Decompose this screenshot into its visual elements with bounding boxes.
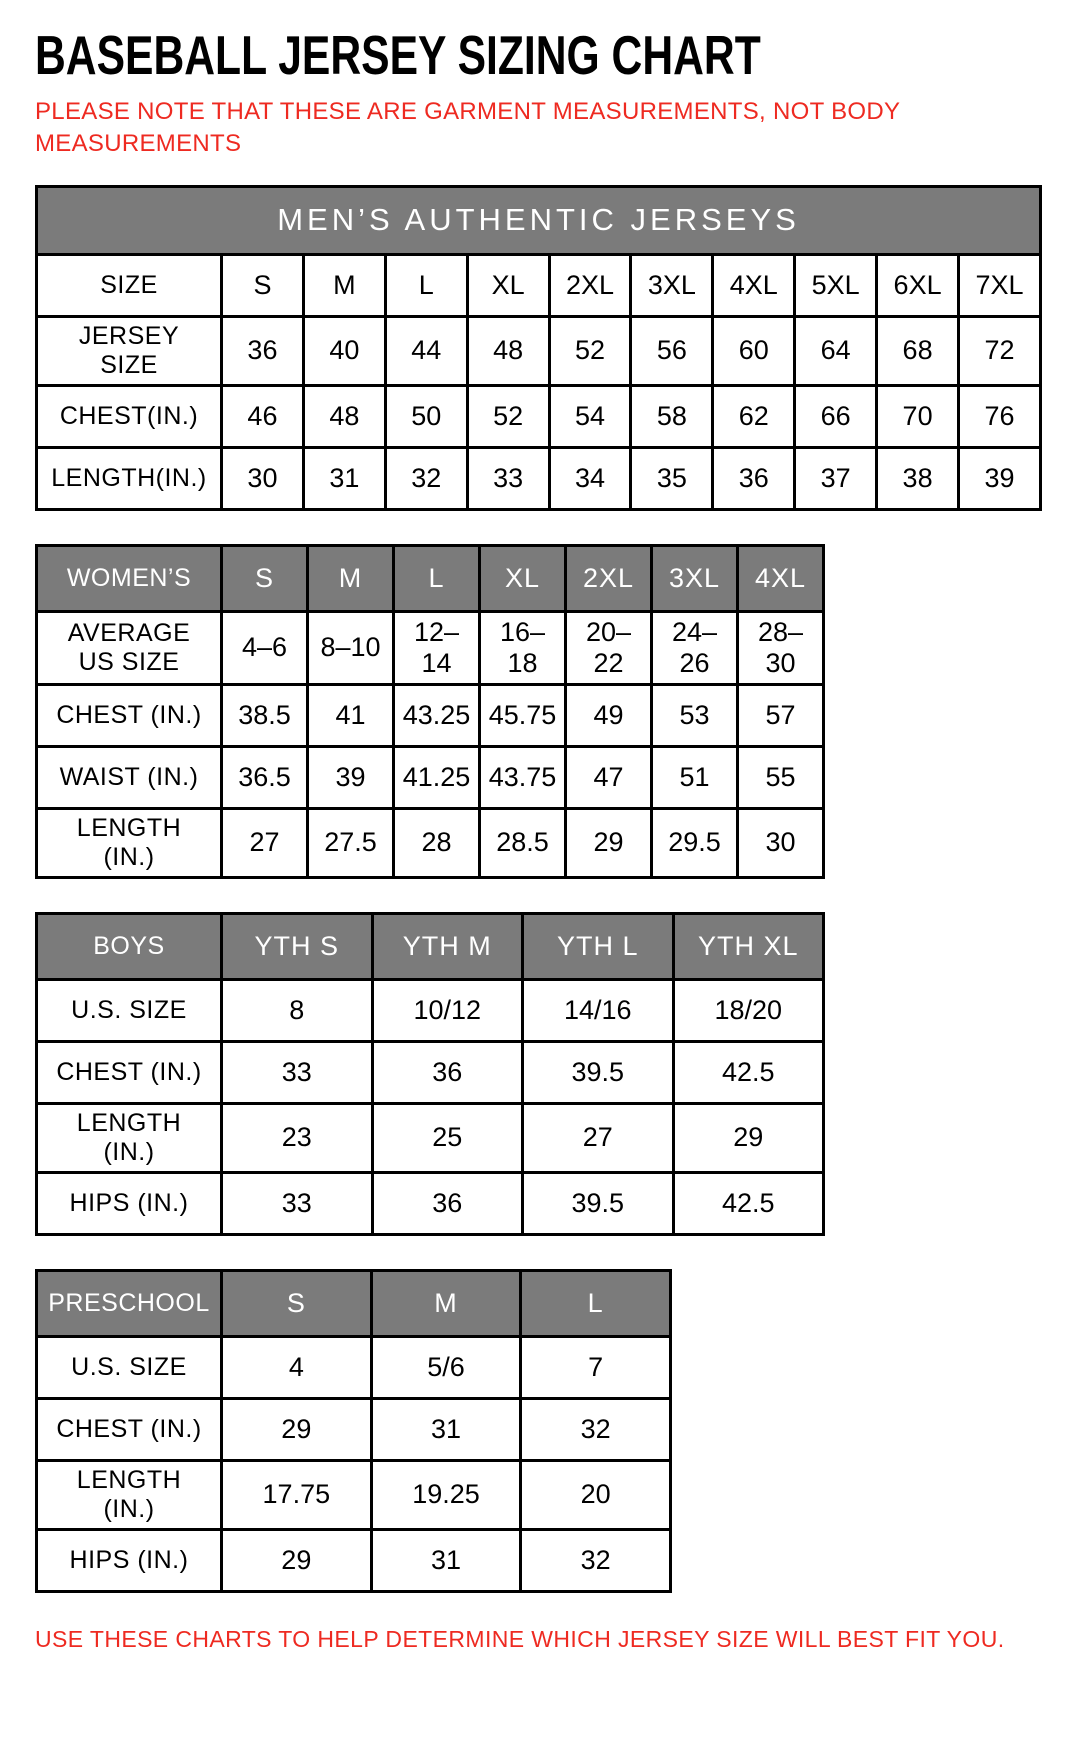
- mens-row-2: [37, 385, 1041, 447]
- mens-cell-1-8: 68: [877, 316, 959, 385]
- womens-cell-2-2: 41.25: [394, 746, 480, 808]
- preschool-row-label-1: CHEST (IN.): [37, 1398, 222, 1460]
- mens-cell-2-1: 48: [303, 385, 385, 447]
- boys-row-3: [37, 1172, 824, 1234]
- womens-cell-2-5: 51: [652, 746, 738, 808]
- boys-header-cell-2: YTH L: [523, 913, 674, 979]
- footer-advice-text: USE THESE CHARTS TO HELP DETERMINE WHICH JERSEY SIZE WILL BEST FIT YOU.: [35, 1625, 1005, 1652]
- mens-cell-2-0: 46: [222, 385, 304, 447]
- mens-cell-2-8: 70: [877, 385, 959, 447]
- womens-cell-1-3: 45.75: [480, 684, 566, 746]
- womens-header-cell-0: S: [222, 545, 308, 611]
- womens-header-cell-3: XL: [480, 545, 566, 611]
- womens-cell-2-6: 55: [738, 746, 824, 808]
- mens-cell-0-3: XL: [467, 254, 549, 316]
- boys-row-label-2: LENGTH (IN.): [37, 1103, 222, 1172]
- mens-cell-2-6: 62: [713, 385, 795, 447]
- boys-header-cell-3: YTH XL: [673, 913, 824, 979]
- boys-row-label-3: HIPS (IN.): [37, 1172, 222, 1234]
- mens-cell-0-6: 4XL: [713, 254, 795, 316]
- womens-header-cell-4: 2XL: [566, 545, 652, 611]
- womens-cell-1-6: 57: [738, 684, 824, 746]
- boys-cell-2-0: 23: [222, 1103, 373, 1172]
- mens-cell-2-2: 50: [385, 385, 467, 447]
- womens-cell-0-2: 12–14: [394, 611, 480, 684]
- boys-cell-1-2: 39.5: [523, 1041, 674, 1103]
- preschool-row-2: [37, 1460, 671, 1529]
- preschool-header-label: PRESCHOOL: [37, 1270, 222, 1336]
- mens-cell-0-4: 2XL: [549, 254, 631, 316]
- womens-row-1: [37, 684, 824, 746]
- womens-row-label-3: LENGTH (IN.): [37, 808, 222, 877]
- mens-cell-3-6: 36: [713, 447, 795, 509]
- preschool-cell-3-1: 31: [371, 1529, 521, 1591]
- womens-cell-1-1: 41: [308, 684, 394, 746]
- boys-cell-1-1: 36: [372, 1041, 523, 1103]
- mens-cell-1-3: 48: [467, 316, 549, 385]
- preschool-row-label-3: HIPS (IN.): [37, 1529, 222, 1591]
- womens-cell-3-6: 30: [738, 808, 824, 877]
- preschool-row-label-0: U.S. SIZE: [37, 1336, 222, 1398]
- mens-row-1: [37, 316, 1041, 385]
- mens-row-3: [37, 447, 1041, 509]
- womens-row-label-2: WAIST (IN.): [37, 746, 222, 808]
- preschool-cell-0-0: 4: [222, 1336, 372, 1398]
- boys-row-1: [37, 1041, 824, 1103]
- preschool-cell-0-1: 5/6: [371, 1336, 521, 1398]
- mens-cell-0-7: 5XL: [795, 254, 877, 316]
- garment-measurement-note: PLEASE NOTE THAT THESE ARE GARMENT MEASUREMENTS, NOT BODY MEASUREMENTS: [35, 98, 900, 158]
- mens-row-0: [37, 254, 1041, 316]
- womens-row-label-0: AVERAGE US SIZE: [37, 611, 222, 684]
- boys-sizing-table: [35, 912, 825, 1236]
- womens-cell-2-0: 36.5: [222, 746, 308, 808]
- preschool-row-label-2: LENGTH (IN.): [37, 1460, 222, 1529]
- womens-cell-3-3: 28.5: [480, 808, 566, 877]
- mens-cell-0-9: 7XL: [959, 254, 1041, 316]
- womens-cell-0-0: 4–6: [222, 611, 308, 684]
- boys-cell-2-3: 29: [673, 1103, 824, 1172]
- mens-cell-1-2: 44: [385, 316, 467, 385]
- preschool-header-cell-2: L: [521, 1270, 671, 1336]
- mens-cell-1-6: 60: [713, 316, 795, 385]
- womens-cell-3-2: 28: [394, 808, 480, 877]
- preschool-cell-1-0: 29: [222, 1398, 372, 1460]
- mens-cell-3-0: 30: [222, 447, 304, 509]
- boys-cell-3-1: 36: [372, 1172, 523, 1234]
- womens-row-0: [37, 611, 824, 684]
- preschool-sizing-table: [35, 1269, 672, 1593]
- mens-cell-1-1: 40: [303, 316, 385, 385]
- mens-cell-1-5: 56: [631, 316, 713, 385]
- preschool-cell-1-1: 31: [371, 1398, 521, 1460]
- preschool-cell-2-0: 17.75: [222, 1460, 372, 1529]
- womens-header-cell-5: 3XL: [652, 545, 738, 611]
- womens-row-2: [37, 746, 824, 808]
- boys-header-row: [37, 913, 824, 979]
- mens-cell-2-4: 54: [549, 385, 631, 447]
- mens-cell-0-0: S: [222, 254, 304, 316]
- mens-cell-0-1: M: [303, 254, 385, 316]
- mens-cell-1-7: 64: [795, 316, 877, 385]
- preschool-header-row: [37, 1270, 671, 1336]
- womens-cell-2-4: 47: [566, 746, 652, 808]
- preschool-cell-3-2: 32: [521, 1529, 671, 1591]
- boys-header-cell-0: YTH S: [222, 913, 373, 979]
- mens-cell-3-7: 37: [795, 447, 877, 509]
- womens-cell-3-1: 27.5: [308, 808, 394, 877]
- womens-sizing-table: [35, 544, 825, 879]
- womens-header-cell-6: 4XL: [738, 545, 824, 611]
- boys-cell-3-2: 39.5: [523, 1172, 674, 1234]
- page-title: BASEBALL JERSEY SIZING CHART: [35, 25, 761, 87]
- mens-cell-3-4: 34: [549, 447, 631, 509]
- boys-cell-3-0: 33: [222, 1172, 373, 1234]
- boys-row-label-0: U.S. SIZE: [37, 979, 222, 1041]
- womens-cell-2-3: 43.75: [480, 746, 566, 808]
- womens-header-label: WOMEN’S: [37, 545, 222, 611]
- womens-cell-0-3: 16–18: [480, 611, 566, 684]
- boys-cell-1-0: 33: [222, 1041, 373, 1103]
- boys-cell-0-2: 14/16: [523, 979, 674, 1041]
- preschool-cell-1-2: 32: [521, 1398, 671, 1460]
- boys-cell-0-1: 10/12: [372, 979, 523, 1041]
- boys-cell-2-1: 25: [372, 1103, 523, 1172]
- preschool-cell-2-2: 20: [521, 1460, 671, 1529]
- mens-cell-3-1: 31: [303, 447, 385, 509]
- mens-cell-1-9: 72: [959, 316, 1041, 385]
- boys-cell-2-2: 27: [523, 1103, 674, 1172]
- mens-cell-3-5: 35: [631, 447, 713, 509]
- mens-cell-2-5: 58: [631, 385, 713, 447]
- womens-header-cell-1: M: [308, 545, 394, 611]
- womens-cell-3-5: 29.5: [652, 808, 738, 877]
- womens-cell-0-6: 28–30: [738, 611, 824, 684]
- preschool-header-cell-0: S: [222, 1270, 372, 1336]
- boys-header-cell-1: YTH M: [372, 913, 523, 979]
- preschool-cell-3-0: 29: [222, 1529, 372, 1591]
- womens-row-label-1: CHEST (IN.): [37, 684, 222, 746]
- mens-row-label-3: LENGTH(IN.): [37, 447, 222, 509]
- womens-header-cell-2: L: [394, 545, 480, 611]
- mens-cell-1-4: 52: [549, 316, 631, 385]
- boys-row-2: [37, 1103, 824, 1172]
- boys-row-label-1: CHEST (IN.): [37, 1041, 222, 1103]
- mens-cell-0-8: 6XL: [877, 254, 959, 316]
- mens-cell-2-9: 76: [959, 385, 1041, 447]
- womens-cell-0-5: 24–26: [652, 611, 738, 684]
- womens-header-row: [37, 545, 824, 611]
- mens-row-label-0: SIZE: [37, 254, 222, 316]
- mens-cell-0-5: 3XL: [631, 254, 713, 316]
- mens-cell-2-3: 52: [467, 385, 549, 447]
- boys-cell-0-3: 18/20: [673, 979, 824, 1041]
- preschool-cell-2-1: 19.25: [371, 1460, 521, 1529]
- preschool-row-1: [37, 1398, 671, 1460]
- preschool-row-3: [37, 1529, 671, 1591]
- womens-cell-1-5: 53: [652, 684, 738, 746]
- womens-cell-0-4: 20–22: [566, 611, 652, 684]
- mens-cell-3-9: 39: [959, 447, 1041, 509]
- womens-cell-3-0: 27: [222, 808, 308, 877]
- boys-cell-1-3: 42.5: [673, 1041, 824, 1103]
- mens-cell-3-3: 33: [467, 447, 549, 509]
- mens-cell-2-7: 66: [795, 385, 877, 447]
- preschool-cell-0-2: 7: [521, 1336, 671, 1398]
- mens-table-title: MEN’S AUTHENTIC JERSEYS: [37, 186, 1041, 254]
- preschool-header-cell-1: M: [371, 1270, 521, 1336]
- womens-cell-2-1: 39: [308, 746, 394, 808]
- mens-cell-0-2: L: [385, 254, 467, 316]
- boys-cell-0-0: 8: [222, 979, 373, 1041]
- womens-cell-3-4: 29: [566, 808, 652, 877]
- boys-row-0: [37, 979, 824, 1041]
- boys-cell-3-3: 42.5: [673, 1172, 824, 1234]
- womens-cell-1-4: 49: [566, 684, 652, 746]
- boys-header-label: BOYS: [37, 913, 222, 979]
- mens-banner-row: [37, 186, 1041, 254]
- womens-cell-0-1: 8–10: [308, 611, 394, 684]
- womens-cell-1-2: 43.25: [394, 684, 480, 746]
- preschool-row-0: [37, 1336, 671, 1398]
- mens-cell-3-2: 32: [385, 447, 467, 509]
- mens-authentic-jerseys-table: [35, 185, 1042, 511]
- mens-row-label-2: CHEST(IN.): [37, 385, 222, 447]
- mens-cell-1-0: 36: [222, 316, 304, 385]
- mens-cell-3-8: 38: [877, 447, 959, 509]
- womens-cell-1-0: 38.5: [222, 684, 308, 746]
- mens-row-label-1: JERSEY SIZE: [37, 316, 222, 385]
- womens-row-3: [37, 808, 824, 877]
